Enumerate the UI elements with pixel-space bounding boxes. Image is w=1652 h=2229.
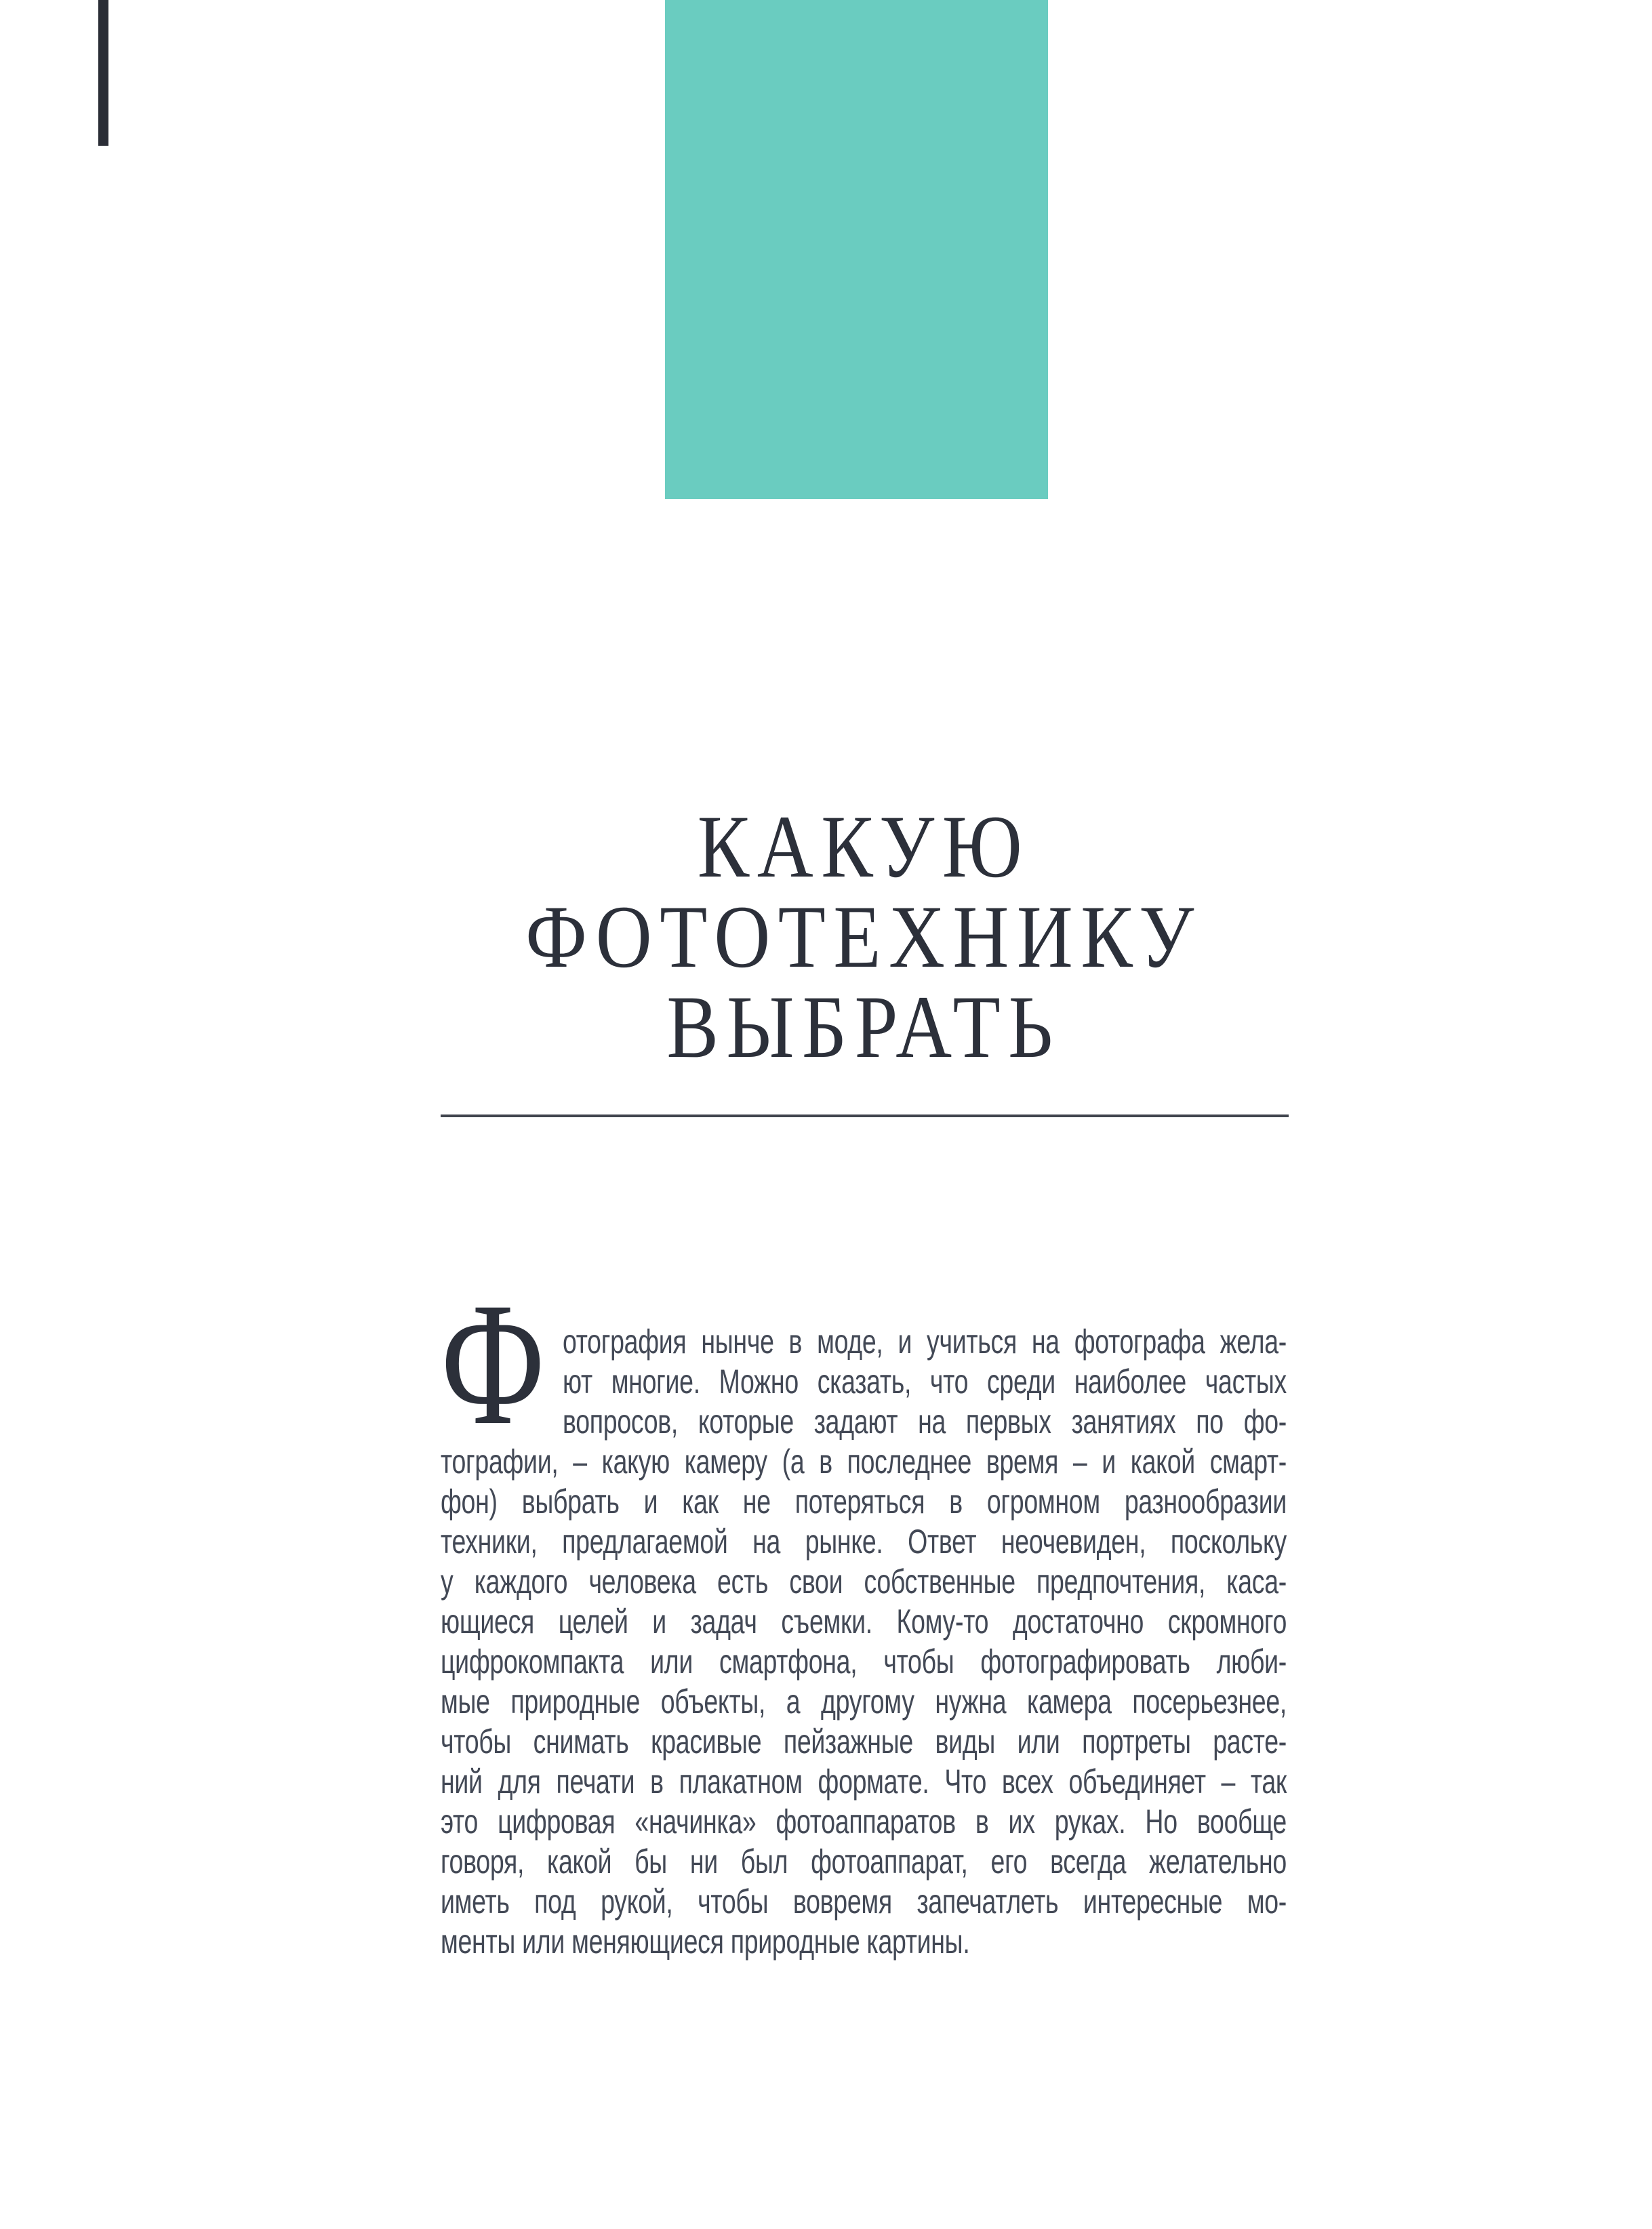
- body-line: иметь под рукой, чтобы вовремя запечатлеть интересные мо-: [441, 1883, 1287, 1921]
- body-line: говоря, какой бы ни был фотоаппарат, его всегда желательно: [441, 1843, 1287, 1881]
- body-line: отография нынче в моде, и учиться на фотографа жела-: [563, 1323, 1287, 1361]
- body-line: тографии, – какую камеру (а в последнее время – и какой смарт-: [441, 1443, 1287, 1481]
- chapter-title-line: ВЫБРАТЬ: [666, 977, 1061, 1077]
- teal-color-block: [665, 0, 1048, 499]
- body-line: мые природные объекты, а другому нужна камера посерьезнее,: [441, 1683, 1287, 1721]
- accent-bar: [98, 0, 108, 146]
- paragraph-lines: [441, 1266, 1287, 1962]
- body-line: ний для печати в плакатном формате. Что всех объединяет – так: [441, 1763, 1287, 1801]
- chapter-title: [496, 797, 1232, 1077]
- body-line: фон) выбрать и как не потеряться в огромном разнообразии: [441, 1483, 1287, 1521]
- chapter-title-line: КАКУЮ: [697, 797, 1030, 896]
- chapter-title-line: ФОТОТЕХНИКУ: [525, 887, 1202, 986]
- drop-cap: Ф: [441, 1266, 545, 1462]
- divider-rule: [441, 1114, 1289, 1117]
- body-line: вопросов, которые задают на первых занятиях по фо-: [563, 1403, 1287, 1441]
- body-line: это цифровая «начинка» фотоаппаратов в их руках. Но вообще: [441, 1803, 1287, 1841]
- chapter-paragraph: [441, 1266, 1287, 1962]
- body-line: техники, предлагаемой на рынке. Ответ неочевиден, поскольку: [441, 1523, 1287, 1561]
- body-line: у каждого человека есть свои собственные предпочтения, каса-: [441, 1563, 1287, 1601]
- body-line: менты или меняющиеся природные картины.: [441, 1923, 970, 1961]
- body-line: ющиеся целей и задач съемки. Кому-то достаточно скромного: [441, 1603, 1287, 1641]
- body-line: ют многие. Можно сказать, что среди наиболее частых: [563, 1363, 1287, 1401]
- body-line: чтобы снимать красивые пейзажные виды или портреты расте-: [441, 1723, 1287, 1761]
- body-line: цифрокомпакта или смартфона, чтобы фотографировать люби-: [441, 1643, 1287, 1681]
